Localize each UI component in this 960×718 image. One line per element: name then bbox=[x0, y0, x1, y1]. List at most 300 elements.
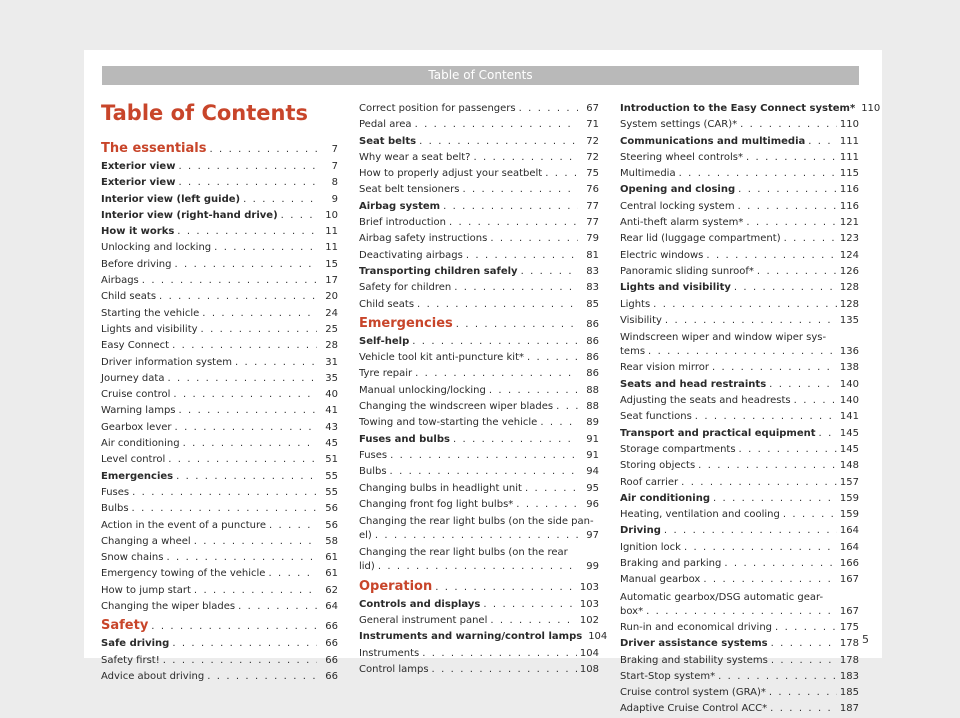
toc-entry[interactable] bbox=[620, 572, 859, 588]
toc-entry-title: Central locking system bbox=[620, 200, 735, 212]
toc-page-number: 83 bbox=[586, 282, 599, 294]
toc-entry-title: Air conditioning bbox=[620, 492, 710, 504]
toc-entry[interactable] bbox=[101, 583, 338, 599]
toc-page-number: 55 bbox=[325, 470, 338, 482]
toc-entry[interactable] bbox=[620, 117, 859, 133]
toc-entry[interactable] bbox=[101, 653, 338, 669]
toc-leader-dots bbox=[462, 182, 578, 198]
toc-entry-title: Bulbs bbox=[359, 466, 387, 478]
toc-entry-title: Rear lid (luggage compartment) bbox=[620, 233, 781, 245]
toc-page-number: 86 bbox=[586, 352, 599, 364]
toc-entry[interactable] bbox=[359, 166, 599, 182]
toc-entry[interactable] bbox=[101, 257, 338, 273]
toc-entry[interactable] bbox=[101, 208, 338, 224]
toc-entry[interactable] bbox=[620, 620, 859, 636]
toc-entry[interactable] bbox=[101, 224, 338, 240]
toc-entry[interactable] bbox=[101, 306, 338, 322]
toc-entry[interactable] bbox=[620, 101, 881, 117]
toc-entry[interactable] bbox=[101, 355, 338, 371]
toc-leader-dots bbox=[163, 653, 317, 669]
toc-leader-dots bbox=[769, 685, 837, 701]
toc-page-number: 76 bbox=[586, 184, 599, 196]
toc-entry-title: Changing a wheel bbox=[101, 535, 191, 547]
toc-page-number: 17 bbox=[325, 275, 338, 287]
toc-leader-dots bbox=[794, 393, 837, 409]
toc-entry[interactable] bbox=[620, 231, 859, 247]
toc-entry-title: Visibility bbox=[620, 314, 662, 326]
toc-entry-title: Unlocking and locking bbox=[101, 242, 212, 254]
toc-entry-title: Exterior view bbox=[101, 161, 176, 172]
toc-entry-title: Self-help bbox=[359, 335, 410, 347]
toc-page-number: 145 bbox=[839, 427, 859, 439]
toc-entry[interactable] bbox=[359, 662, 599, 678]
toc-entry[interactable] bbox=[101, 550, 338, 566]
toc-page-number: 56 bbox=[325, 519, 338, 531]
toc-entry[interactable] bbox=[359, 448, 599, 464]
toc-leader-dots bbox=[178, 159, 317, 175]
toc-page-number: 66 bbox=[325, 654, 338, 666]
toc-entry-title: Multimedia bbox=[620, 168, 676, 180]
toc-entry-title: Automatic gearbox/DSG automatic gear- bbox=[620, 591, 824, 603]
toc-entry-title: Emergencies bbox=[101, 470, 174, 482]
toc-leader-dots bbox=[521, 264, 578, 280]
toc-leader-dots bbox=[449, 215, 578, 231]
toc-leader-dots bbox=[177, 224, 317, 240]
toc-page-number: 185 bbox=[839, 687, 859, 699]
toc-entry[interactable] bbox=[101, 387, 338, 403]
toc-leader-dots bbox=[473, 150, 578, 166]
toc-entry[interactable] bbox=[359, 199, 599, 215]
toc-entry-title: Before driving bbox=[101, 258, 172, 270]
toc-entry-title: Communications and multimedia bbox=[620, 135, 806, 147]
toc-leader-dots bbox=[545, 166, 578, 182]
toc-entry[interactable] bbox=[101, 534, 338, 550]
toc-entry[interactable] bbox=[101, 273, 338, 289]
toc-leader-dots bbox=[435, 577, 577, 598]
toc-page-number: 128 bbox=[839, 282, 859, 294]
toc-entry-title: Fuses bbox=[359, 449, 388, 461]
toc-leader-dots bbox=[176, 469, 317, 485]
toc-entry[interactable] bbox=[620, 248, 859, 264]
toc-page-number: 96 bbox=[586, 498, 599, 510]
toc-entry[interactable] bbox=[359, 366, 599, 382]
toc-entry[interactable] bbox=[359, 101, 599, 117]
toc-leader-dots bbox=[179, 403, 318, 419]
toc-entry[interactable] bbox=[620, 507, 859, 523]
toc-section-heading[interactable] bbox=[101, 138, 338, 159]
toc-leader-dots bbox=[432, 662, 577, 678]
toc-entry[interactable] bbox=[101, 322, 338, 338]
toc-leader-dots bbox=[412, 334, 578, 350]
toc-page-number: 116 bbox=[839, 200, 859, 212]
toc-page-number: 45 bbox=[325, 438, 338, 450]
toc-entry[interactable] bbox=[359, 629, 608, 645]
toc-entry-title: Emergency towing of the vehicle bbox=[101, 568, 266, 580]
toc-page-number: 11 bbox=[325, 242, 338, 254]
toc-page-number: 66 bbox=[325, 670, 338, 682]
toc-page-number: 86 bbox=[586, 368, 599, 380]
toc-entry[interactable] bbox=[359, 248, 599, 264]
toc-entry[interactable] bbox=[359, 515, 599, 528]
toc-entry[interactable] bbox=[101, 192, 338, 208]
toc-page-number: 81 bbox=[586, 249, 599, 261]
toc-entry[interactable] bbox=[359, 613, 599, 629]
toc-entry[interactable] bbox=[359, 150, 599, 166]
toc-page-number: 9 bbox=[331, 193, 338, 205]
toc-page-number: 8 bbox=[331, 177, 338, 189]
toc-entry-title: Adjusting the seats and headrests bbox=[620, 395, 791, 407]
toc-entry[interactable] bbox=[359, 646, 599, 662]
toc-entry[interactable] bbox=[620, 636, 859, 652]
toc-leader-dots bbox=[142, 273, 317, 289]
toc-leader-dots bbox=[167, 371, 317, 387]
toc-page-number: 55 bbox=[325, 486, 338, 498]
toc-entry[interactable] bbox=[359, 546, 599, 559]
toc-entry[interactable] bbox=[101, 469, 338, 485]
toc-page-number: 43 bbox=[325, 421, 338, 433]
toc-leader-dots bbox=[490, 231, 578, 247]
toc-entry[interactable] bbox=[359, 297, 599, 313]
toc-page-number: 183 bbox=[839, 670, 859, 682]
toc-entry-title: Airbag system bbox=[359, 200, 441, 212]
toc-leader-dots bbox=[771, 653, 837, 669]
toc-entry-title: Manual gearbox bbox=[620, 574, 701, 586]
toc-entry[interactable] bbox=[359, 117, 599, 133]
toc-entry-title: The essentials bbox=[101, 141, 207, 156]
toc-page-number: 111 bbox=[839, 151, 859, 163]
toc-entry[interactable] bbox=[620, 360, 859, 376]
toc-page-number: 85 bbox=[586, 298, 599, 310]
toc-entry[interactable] bbox=[359, 215, 599, 231]
toc-entry-title: Gearbox lever bbox=[101, 421, 172, 433]
toc-entry[interactable] bbox=[359, 528, 599, 544]
toc-leader-dots bbox=[194, 534, 317, 550]
toc-leader-dots bbox=[739, 442, 837, 458]
toc-leader-dots bbox=[653, 297, 837, 313]
toc-entry-title: Snow chains bbox=[101, 552, 164, 564]
toc-page-number: 51 bbox=[325, 454, 338, 466]
toc-entry-title: lid) bbox=[359, 561, 375, 573]
toc-entry-title: Child seats bbox=[101, 291, 157, 303]
toc-leader-dots bbox=[415, 117, 578, 133]
toc-leader-dots bbox=[172, 636, 317, 652]
toc-page-number: 24 bbox=[325, 307, 338, 319]
toc-entry[interactable] bbox=[101, 518, 338, 534]
toc-page-number: 61 bbox=[325, 552, 338, 564]
toc-entry-title: Correct position for passengers bbox=[359, 103, 516, 114]
toc-entry[interactable] bbox=[101, 289, 338, 305]
toc-entry[interactable] bbox=[359, 399, 599, 415]
toc-entry-title: Changing the windscreen wiper blades bbox=[359, 401, 554, 413]
toc-entry-title: Manual unlocking/locking bbox=[359, 384, 486, 396]
toc-entry[interactable] bbox=[359, 350, 599, 366]
toc-entry[interactable] bbox=[620, 523, 859, 539]
toc-leader-dots bbox=[132, 485, 317, 501]
toc-page-number: 91 bbox=[586, 433, 599, 445]
toc-leader-dots bbox=[202, 306, 317, 322]
toc-entry-title: Braking and parking bbox=[620, 558, 722, 570]
toc-entry[interactable] bbox=[620, 331, 859, 344]
toc-entry-title: Opening and closing bbox=[620, 184, 736, 196]
toc-page-number: 124 bbox=[839, 249, 859, 261]
toc-leader-dots bbox=[819, 426, 837, 442]
toc-entry[interactable] bbox=[620, 426, 859, 442]
toc-page-number: 102 bbox=[579, 615, 599, 627]
toc-entry[interactable] bbox=[101, 436, 338, 452]
toc-entry[interactable] bbox=[101, 240, 338, 256]
toc-page-number: 104 bbox=[588, 631, 608, 643]
toc-leader-dots bbox=[178, 175, 317, 191]
toc-entry[interactable] bbox=[359, 497, 599, 513]
toc-leader-dots bbox=[207, 669, 317, 685]
toc-entry[interactable] bbox=[620, 280, 859, 296]
toc-entry-title: System settings (CAR)* bbox=[620, 119, 738, 131]
toc-entry-title: Braking and stability systems bbox=[620, 654, 768, 666]
toc-entry-title: Advice about driving bbox=[101, 670, 205, 682]
page-number: 5 bbox=[862, 633, 869, 646]
toc-entry[interactable] bbox=[620, 604, 859, 620]
toc-page-number: 164 bbox=[839, 525, 859, 537]
toc-entry-title: Interior view (left guide) bbox=[101, 193, 241, 205]
toc-entry[interactable] bbox=[101, 599, 338, 615]
toc-leader-dots bbox=[646, 604, 837, 620]
toc-entry[interactable] bbox=[620, 297, 859, 313]
toc-entry-title: Action in the event of a puncture bbox=[101, 519, 266, 531]
toc-leader-dots bbox=[746, 150, 837, 166]
toc-leader-dots bbox=[516, 497, 578, 513]
toc-page-number: 138 bbox=[839, 362, 859, 374]
toc-entry[interactable] bbox=[101, 159, 338, 175]
toc-leader-dots bbox=[168, 452, 317, 468]
toc-entry-title: Adaptive Cruise Control ACC* bbox=[620, 703, 768, 715]
toc-leader-dots bbox=[703, 572, 837, 588]
toc-entry[interactable] bbox=[101, 669, 338, 685]
toc-leader-dots bbox=[417, 297, 578, 313]
toc-entry[interactable] bbox=[101, 371, 338, 387]
toc-entry-title: Lights and visibility bbox=[620, 282, 731, 294]
toc-page-number: 77 bbox=[586, 200, 599, 212]
toc-entry-title: tems bbox=[620, 346, 646, 358]
toc-page-number: 89 bbox=[586, 417, 599, 429]
toc-entry-title: Deactivating airbags bbox=[359, 249, 463, 261]
toc-leader-dots bbox=[453, 432, 578, 448]
toc-entry-title: Steering wheel controls* bbox=[620, 151, 743, 163]
toc-page-number: 61 bbox=[325, 568, 338, 580]
toc-leader-dots bbox=[390, 464, 578, 480]
toc-leader-dots bbox=[698, 458, 837, 474]
toc-page-number: 75 bbox=[586, 168, 599, 180]
toc-entry-title: Heating, ventilation and cooling bbox=[620, 509, 780, 521]
toc-entry-title: Seats and head restraints bbox=[620, 378, 767, 390]
toc-page-number: 79 bbox=[586, 233, 599, 245]
toc-entry[interactable] bbox=[620, 313, 859, 329]
toc-entry[interactable] bbox=[359, 481, 599, 497]
toc-entry[interactable] bbox=[620, 475, 859, 491]
toc-entry[interactable] bbox=[101, 403, 338, 419]
toc-page-number: 15 bbox=[325, 258, 338, 270]
toc-entry[interactable] bbox=[620, 669, 859, 685]
toc-entry-title: Introduction to the Easy Connect system* bbox=[620, 103, 856, 114]
toc-entry-title: Control lamps bbox=[359, 663, 429, 675]
toc-page-number: 66 bbox=[325, 638, 338, 650]
toc-leader-dots bbox=[724, 556, 837, 572]
toc-leader-dots bbox=[173, 387, 317, 403]
toc-entry-title: Emergencies bbox=[359, 315, 453, 331]
toc-entry-title: Air conditioning bbox=[101, 438, 180, 450]
toc-page-number: 77 bbox=[586, 217, 599, 229]
toc-entry[interactable] bbox=[359, 559, 599, 575]
toc-entry[interactable] bbox=[101, 452, 338, 468]
toc-leader-dots bbox=[238, 599, 317, 615]
toc-entry[interactable] bbox=[101, 420, 338, 436]
toc-section-heading[interactable] bbox=[359, 576, 599, 597]
toc-page-number: 99 bbox=[586, 561, 599, 573]
toc-leader-dots bbox=[738, 182, 837, 198]
toc-leader-dots bbox=[194, 583, 317, 599]
toc-entry[interactable] bbox=[359, 415, 599, 431]
toc-leader-dots bbox=[175, 420, 317, 436]
toc-entry[interactable] bbox=[359, 182, 599, 198]
toc-page-number: 104 bbox=[579, 647, 599, 659]
toc-entry[interactable] bbox=[101, 636, 338, 652]
toc-entry[interactable] bbox=[620, 540, 859, 556]
toc-entry[interactable] bbox=[101, 566, 338, 582]
toc-page-number: 178 bbox=[839, 638, 859, 650]
toc-leader-dots bbox=[712, 360, 837, 376]
toc-leader-dots bbox=[783, 507, 837, 523]
toc-entry-title: Changing the rear light bulbs (on the side pan- bbox=[359, 516, 594, 528]
toc-entry[interactable] bbox=[101, 175, 338, 191]
toc-leader-dots bbox=[679, 166, 837, 182]
toc-entry-title: Driving bbox=[620, 525, 661, 537]
toc-entry[interactable] bbox=[620, 199, 859, 215]
toc-entry-title: Vehicle tool kit anti-puncture kit* bbox=[359, 352, 524, 364]
toc-entry[interactable] bbox=[359, 134, 599, 150]
toc-entry[interactable] bbox=[620, 701, 859, 717]
toc-entry-title: Child seats bbox=[359, 298, 415, 310]
toc-page-number: 35 bbox=[325, 372, 338, 384]
toc-page-number: 88 bbox=[586, 384, 599, 396]
toc-page-number: 7 bbox=[331, 161, 338, 172]
toc-entry[interactable] bbox=[620, 215, 859, 231]
toc-entry[interactable] bbox=[359, 231, 599, 247]
toc-entry[interactable] bbox=[359, 383, 599, 399]
toc-leader-dots bbox=[281, 208, 317, 224]
header-title: Table of Contents bbox=[428, 68, 533, 82]
toc-entry-title: Start-Stop system* bbox=[620, 670, 716, 682]
toc-entry-title: Interior view (right-hand drive) bbox=[101, 209, 278, 221]
toc-entry-title: Instruments bbox=[359, 647, 420, 659]
toc-leader-dots bbox=[706, 248, 837, 264]
toc-page-number: 111 bbox=[839, 135, 859, 147]
toc-entry-title: Storage compartments bbox=[620, 443, 736, 455]
toc-leader-dots bbox=[175, 257, 318, 273]
toc-page-number: 20 bbox=[325, 291, 338, 303]
toc-entry-title: Seat functions bbox=[620, 411, 692, 423]
toc-page-number: 110 bbox=[839, 119, 859, 131]
toc-page-number: 83 bbox=[586, 265, 599, 277]
toc-leader-dots bbox=[419, 134, 578, 150]
toc-entry[interactable] bbox=[620, 134, 859, 150]
toc-entry[interactable] bbox=[620, 264, 859, 280]
toc-leader-dots bbox=[527, 350, 578, 366]
toc-entry[interactable] bbox=[620, 458, 859, 474]
toc-page-number: 167 bbox=[839, 605, 859, 617]
toc-entry-title: Towing and tow-starting the vehicle bbox=[359, 417, 538, 429]
toc-leader-dots bbox=[132, 501, 317, 517]
toc-entry[interactable] bbox=[620, 653, 859, 669]
toc-entry[interactable] bbox=[620, 182, 859, 198]
toc-leader-dots bbox=[201, 322, 317, 338]
toc-entry[interactable] bbox=[620, 685, 859, 701]
toc-leader-dots bbox=[775, 620, 837, 636]
toc-entry[interactable] bbox=[620, 150, 859, 166]
toc-entry[interactable] bbox=[359, 334, 599, 350]
toc-entry[interactable] bbox=[620, 556, 859, 572]
toc-entry[interactable] bbox=[101, 338, 338, 354]
toc-leader-dots bbox=[166, 550, 317, 566]
toc-page-number: 175 bbox=[839, 621, 859, 633]
toc-entry-title: Driver assistance systems bbox=[620, 638, 768, 650]
toc-entry-title: Panoramic sliding sunroof* bbox=[620, 265, 754, 277]
toc-page-number: 97 bbox=[586, 530, 599, 542]
toc-leader-dots bbox=[269, 518, 317, 534]
toc-section-heading[interactable] bbox=[101, 615, 338, 636]
toc-entry[interactable] bbox=[620, 591, 859, 604]
toc-entry-title: Journey data bbox=[101, 372, 165, 384]
toc-page-number: 58 bbox=[325, 535, 338, 547]
toc-page-number: 86 bbox=[586, 335, 599, 347]
toc-page-number: 157 bbox=[839, 476, 859, 488]
toc-page-number: 71 bbox=[586, 119, 599, 131]
toc-leader-dots bbox=[684, 540, 837, 556]
toc-page-number: 140 bbox=[839, 378, 859, 390]
toc-entry-title: Storing objects bbox=[620, 460, 696, 472]
toc-entry-title: How to properly adjust your seatbelt bbox=[359, 168, 543, 180]
toc-leader-dots bbox=[769, 377, 837, 393]
toc-entry[interactable] bbox=[620, 393, 859, 409]
toc-entry[interactable] bbox=[359, 280, 599, 296]
toc-page-number: 159 bbox=[839, 492, 859, 504]
toc-entry[interactable] bbox=[620, 409, 859, 425]
toc-entry[interactable] bbox=[101, 485, 338, 501]
toc-leader-dots bbox=[770, 701, 837, 717]
toc-entry[interactable] bbox=[620, 166, 859, 182]
toc-entry-title: Rear vision mirror bbox=[620, 362, 709, 374]
toc-page-number: 91 bbox=[586, 449, 599, 461]
toc-page-number: 88 bbox=[586, 401, 599, 413]
toc-entry[interactable] bbox=[359, 597, 599, 613]
toc-entry[interactable] bbox=[620, 377, 859, 393]
toc-page-number: 164 bbox=[839, 541, 859, 553]
toc-entry[interactable] bbox=[359, 464, 599, 480]
toc-entry[interactable] bbox=[620, 442, 859, 458]
toc-section-heading[interactable] bbox=[359, 313, 599, 334]
toc-entry[interactable] bbox=[359, 432, 599, 448]
toc-page-number: 110 bbox=[861, 103, 881, 114]
toc-page-number: 167 bbox=[839, 574, 859, 586]
toc-entry[interactable] bbox=[101, 501, 338, 517]
toc-leader-dots bbox=[738, 199, 837, 215]
toc-page-number: 62 bbox=[325, 584, 338, 596]
toc-entry[interactable] bbox=[620, 491, 859, 507]
toc-entry-title: Why wear a seat belt? bbox=[359, 151, 471, 163]
toc-entry-title: Cruise control system (GRA)* bbox=[620, 687, 766, 699]
toc-entry[interactable] bbox=[359, 264, 599, 280]
toc-leader-dots bbox=[734, 280, 837, 296]
toc-entry[interactable] bbox=[620, 344, 859, 360]
toc-page-number: 25 bbox=[325, 323, 338, 335]
